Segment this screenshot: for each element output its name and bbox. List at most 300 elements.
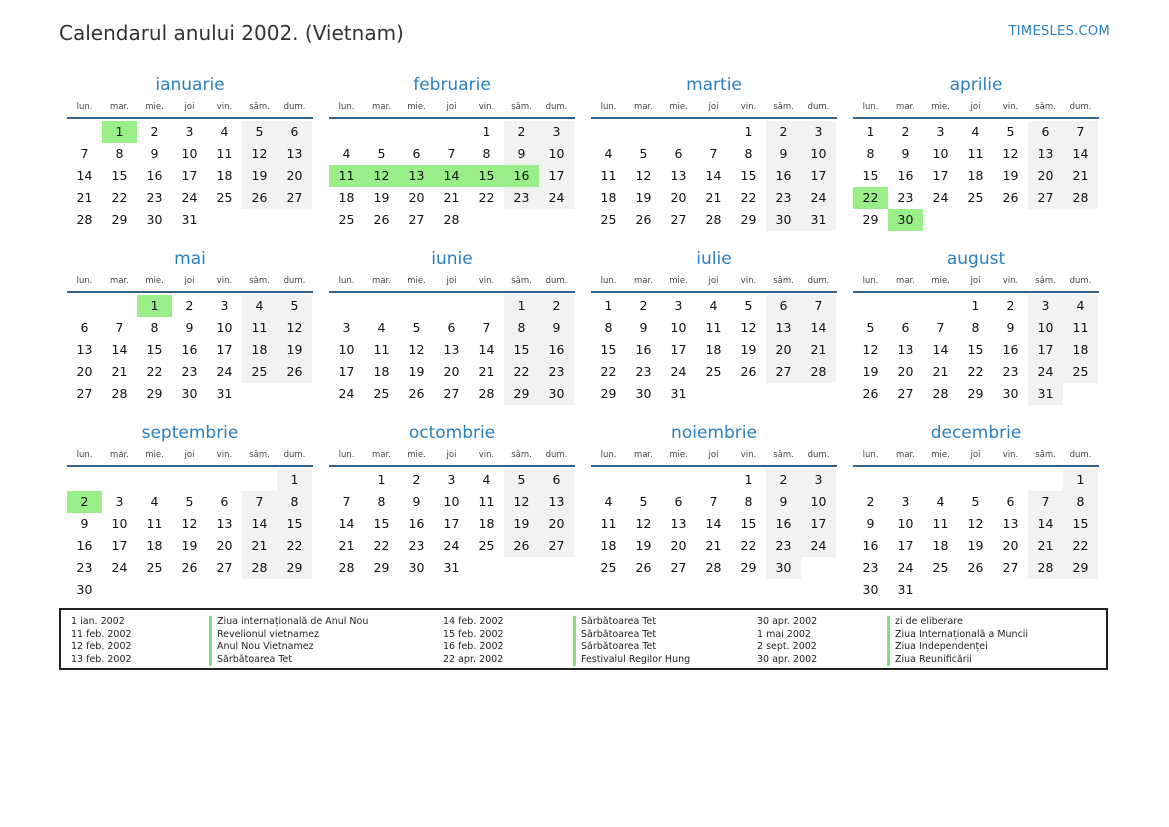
day-cell[interactable]: 8	[504, 317, 539, 339]
day-cell[interactable]: 3	[1028, 295, 1063, 317]
day-cell[interactable]: 21	[705, 190, 722, 205]
day-cell[interactable]: 26	[373, 212, 390, 227]
day-cell[interactable]: 27	[539, 535, 574, 557]
day-cell[interactable]: 3	[936, 124, 945, 139]
day-cell[interactable]: 1	[604, 298, 613, 313]
day-cell[interactable]: 20	[408, 190, 425, 205]
day-cell[interactable]: 21	[338, 538, 355, 553]
day-cell[interactable]: 4	[342, 146, 351, 161]
day-cell[interactable]: 20	[897, 364, 914, 379]
day-cell[interactable]: 15	[740, 516, 757, 531]
day-cell[interactable]: 5	[242, 121, 277, 143]
day-cell[interactable]: 23	[766, 187, 801, 209]
day-cell[interactable]: 25	[338, 212, 355, 227]
day-cell[interactable]: 23	[635, 364, 652, 379]
day-cell[interactable]: 29	[967, 386, 984, 401]
day-cell[interactable]: 8	[150, 320, 159, 335]
day-cell[interactable]: 6	[539, 469, 574, 491]
day-cell[interactable]: 3	[801, 121, 836, 143]
day-cell[interactable]: 18	[216, 168, 233, 183]
day-cell[interactable]: 26	[635, 560, 652, 575]
day-cell[interactable]: 19	[635, 538, 652, 553]
day-cell[interactable]: 7	[80, 146, 89, 161]
day-cell[interactable]: 18	[478, 516, 495, 531]
day-cell[interactable]: 9	[150, 146, 159, 161]
day-cell[interactable]: 19	[967, 538, 984, 553]
day-cell[interactable]: 27	[408, 212, 425, 227]
day-cell[interactable]: 28	[242, 557, 277, 579]
day-cell[interactable]: 29	[740, 560, 757, 575]
day-cell[interactable]: 26	[504, 535, 539, 557]
day-cell[interactable]: 29	[862, 212, 879, 227]
day-cell[interactable]: 17	[932, 168, 949, 183]
day-cell[interactable]: 24	[670, 364, 687, 379]
day-cell[interactable]: 21	[478, 364, 495, 379]
day-cell[interactable]: 29	[373, 560, 390, 575]
day-cell[interactable]: 27	[1002, 560, 1019, 575]
day-cell[interactable]: 9	[766, 491, 801, 513]
day-cell[interactable]: 22	[740, 190, 757, 205]
day-cell[interactable]: 18	[600, 190, 617, 205]
day-cell[interactable]: 1	[866, 124, 875, 139]
day-cell[interactable]: 8	[744, 494, 753, 509]
day-cell[interactable]: 25	[600, 560, 617, 575]
day-cell[interactable]: 1	[377, 472, 386, 487]
day-cell[interactable]: 4	[971, 124, 980, 139]
day-cell[interactable]: 27	[443, 386, 460, 401]
day-cell[interactable]: 11	[373, 342, 390, 357]
day-cell[interactable]: 2	[866, 494, 875, 509]
day-cell[interactable]: 20	[670, 190, 687, 205]
day-cell[interactable]: 10	[443, 494, 460, 509]
site-link[interactable]: TIMESLES.COM	[1008, 24, 1110, 39]
day-cell[interactable]: 26	[967, 560, 984, 575]
holiday-day-cell[interactable]: 1	[102, 121, 137, 143]
day-cell[interactable]: 8	[744, 146, 753, 161]
day-cell[interactable]: 7	[936, 320, 945, 335]
day-cell[interactable]: 14	[478, 342, 495, 357]
day-cell[interactable]: 7	[447, 146, 456, 161]
day-cell[interactable]: 23	[146, 190, 163, 205]
day-cell[interactable]: 14	[1063, 143, 1098, 165]
day-cell[interactable]: 31	[897, 582, 914, 597]
day-cell[interactable]: 19	[181, 538, 198, 553]
day-cell[interactable]: 23	[181, 364, 198, 379]
day-cell[interactable]: 4	[220, 124, 229, 139]
day-cell[interactable]: 6	[901, 320, 910, 335]
day-cell[interactable]: 27	[1028, 187, 1063, 209]
day-cell[interactable]: 13	[539, 491, 574, 513]
day-cell[interactable]: 9	[412, 494, 421, 509]
day-cell[interactable]: 18	[146, 538, 163, 553]
day-cell[interactable]: 7	[342, 494, 351, 509]
holiday-day-cell[interactable]: 2	[67, 491, 102, 513]
day-cell[interactable]: 2	[150, 124, 159, 139]
day-cell[interactable]: 27	[76, 386, 93, 401]
day-cell[interactable]: 22	[111, 190, 128, 205]
day-cell[interactable]: 30	[766, 209, 801, 231]
holiday-day-cell[interactable]: 15	[469, 165, 504, 187]
day-cell[interactable]: 17	[801, 165, 836, 187]
day-cell[interactable]: 9	[639, 320, 648, 335]
day-cell[interactable]: 3	[185, 124, 194, 139]
day-cell[interactable]: 4	[604, 146, 613, 161]
day-cell[interactable]: 28	[76, 212, 93, 227]
day-cell[interactable]: 30	[539, 383, 574, 405]
day-cell[interactable]: 21	[932, 364, 949, 379]
day-cell[interactable]: 11	[705, 320, 722, 335]
day-cell[interactable]: 12	[277, 317, 312, 339]
day-cell[interactable]: 12	[242, 143, 277, 165]
day-cell[interactable]: 17	[539, 165, 574, 187]
day-cell[interactable]: 20	[277, 165, 312, 187]
day-cell[interactable]: 18	[705, 342, 722, 357]
day-cell[interactable]: 25	[373, 386, 390, 401]
day-cell[interactable]: 1	[1063, 469, 1098, 491]
day-cell[interactable]: 18	[1063, 339, 1098, 361]
day-cell[interactable]: 3	[220, 298, 229, 313]
day-cell[interactable]: 5	[639, 494, 648, 509]
day-cell[interactable]: 7	[1028, 491, 1063, 513]
day-cell[interactable]: 16	[766, 513, 801, 535]
day-cell[interactable]: 11	[1063, 317, 1098, 339]
day-cell[interactable]: 5	[412, 320, 421, 335]
day-cell[interactable]: 10	[897, 516, 914, 531]
day-cell[interactable]: 20	[1028, 165, 1063, 187]
day-cell[interactable]: 2	[185, 298, 194, 313]
day-cell[interactable]: 4	[482, 472, 491, 487]
day-cell[interactable]: 1	[482, 124, 491, 139]
day-cell[interactable]: 12	[635, 168, 652, 183]
day-cell[interactable]: 18	[600, 538, 617, 553]
day-cell[interactable]: 23	[766, 535, 801, 557]
day-cell[interactable]: 1	[971, 298, 980, 313]
day-cell[interactable]: 9	[80, 516, 89, 531]
day-cell[interactable]: 31	[216, 386, 233, 401]
day-cell[interactable]: 17	[801, 513, 836, 535]
day-cell[interactable]: 18	[932, 538, 949, 553]
day-cell[interactable]: 16	[408, 516, 425, 531]
holiday-day-cell[interactable]: 11	[329, 165, 364, 187]
day-cell[interactable]: 19	[242, 165, 277, 187]
day-cell[interactable]: 14	[705, 516, 722, 531]
day-cell[interactable]: 11	[216, 146, 233, 161]
day-cell[interactable]: 17	[1028, 339, 1063, 361]
day-cell[interactable]: 9	[901, 146, 910, 161]
day-cell[interactable]: 3	[342, 320, 351, 335]
day-cell[interactable]: 27	[766, 361, 801, 383]
holiday-day-cell[interactable]: 16	[504, 165, 539, 187]
day-cell[interactable]: 9	[866, 516, 875, 531]
day-cell[interactable]: 6	[80, 320, 89, 335]
day-cell[interactable]: 21	[801, 339, 836, 361]
day-cell[interactable]: 5	[185, 494, 194, 509]
day-cell[interactable]: 18	[373, 364, 390, 379]
day-cell[interactable]: 13	[670, 168, 687, 183]
day-cell[interactable]: 7	[709, 494, 718, 509]
day-cell[interactable]: 5	[504, 469, 539, 491]
day-cell[interactable]: 21	[1028, 535, 1063, 557]
day-cell[interactable]: 17	[111, 538, 128, 553]
day-cell[interactable]: 7	[115, 320, 124, 335]
day-cell[interactable]: 26	[181, 560, 198, 575]
day-cell[interactable]: 24	[338, 386, 355, 401]
day-cell[interactable]: 22	[600, 364, 617, 379]
day-cell[interactable]: 13	[76, 342, 93, 357]
day-cell[interactable]: 4	[1063, 295, 1098, 317]
day-cell[interactable]: 19	[408, 364, 425, 379]
day-cell[interactable]: 6	[766, 295, 801, 317]
day-cell[interactable]: 1	[744, 472, 753, 487]
day-cell[interactable]: 1	[744, 124, 753, 139]
day-cell[interactable]: 6	[1006, 494, 1015, 509]
day-cell[interactable]: 25	[705, 364, 722, 379]
day-cell[interactable]: 25	[242, 361, 277, 383]
day-cell[interactable]: 5	[377, 146, 386, 161]
day-cell[interactable]: 9	[766, 143, 801, 165]
day-cell[interactable]: 6	[674, 494, 683, 509]
day-cell[interactable]: 22	[1063, 535, 1098, 557]
day-cell[interactable]: 4	[377, 320, 386, 335]
day-cell[interactable]: 4	[709, 298, 718, 313]
day-cell[interactable]: 20	[1002, 538, 1019, 553]
day-cell[interactable]: 8	[971, 320, 980, 335]
day-cell[interactable]: 11	[478, 494, 495, 509]
day-cell[interactable]: 14	[1028, 513, 1063, 535]
day-cell[interactable]: 14	[932, 342, 949, 357]
day-cell[interactable]: 7	[709, 146, 718, 161]
day-cell[interactable]: 2	[639, 298, 648, 313]
day-cell[interactable]: 22	[967, 364, 984, 379]
day-cell[interactable]: 8	[482, 146, 491, 161]
day-cell[interactable]: 2	[1006, 298, 1015, 313]
day-cell[interactable]: 14	[242, 513, 277, 535]
day-cell[interactable]: 24	[801, 187, 836, 209]
day-cell[interactable]: 4	[604, 494, 613, 509]
day-cell[interactable]: 17	[443, 516, 460, 531]
day-cell[interactable]: 3	[447, 472, 456, 487]
day-cell[interactable]: 10	[801, 143, 836, 165]
day-cell[interactable]: 19	[277, 339, 312, 361]
day-cell[interactable]: 29	[600, 386, 617, 401]
day-cell[interactable]: 6	[1028, 121, 1063, 143]
day-cell[interactable]: 26	[1002, 190, 1019, 205]
day-cell[interactable]: 24	[1028, 361, 1063, 383]
day-cell[interactable]: 22	[277, 535, 312, 557]
day-cell[interactable]: 16	[539, 339, 574, 361]
day-cell[interactable]: 17	[338, 364, 355, 379]
day-cell[interactable]: 30	[408, 560, 425, 575]
day-cell[interactable]: 14	[111, 342, 128, 357]
day-cell[interactable]: 23	[408, 538, 425, 553]
day-cell[interactable]: 22	[373, 538, 390, 553]
day-cell[interactable]: 26	[242, 187, 277, 209]
day-cell[interactable]: 20	[443, 364, 460, 379]
day-cell[interactable]: 15	[967, 342, 984, 357]
day-cell[interactable]: 16	[635, 342, 652, 357]
day-cell[interactable]: 4	[150, 494, 159, 509]
holiday-day-cell[interactable]: 1	[137, 295, 172, 317]
day-cell[interactable]: 10	[111, 516, 128, 531]
day-cell[interactable]: 14	[705, 168, 722, 183]
day-cell[interactable]: 17	[897, 538, 914, 553]
day-cell[interactable]: 31	[1028, 383, 1063, 405]
day-cell[interactable]: 7	[801, 295, 836, 317]
day-cell[interactable]: 14	[801, 317, 836, 339]
day-cell[interactable]: 9	[185, 320, 194, 335]
day-cell[interactable]: 19	[635, 190, 652, 205]
day-cell[interactable]: 26	[862, 386, 879, 401]
day-cell[interactable]: 21	[242, 535, 277, 557]
day-cell[interactable]: 3	[674, 298, 683, 313]
day-cell[interactable]: 28	[1063, 187, 1098, 209]
day-cell[interactable]: 6	[674, 146, 683, 161]
day-cell[interactable]: 23	[862, 560, 879, 575]
day-cell[interactable]: 21	[1063, 165, 1098, 187]
day-cell[interactable]: 26	[635, 212, 652, 227]
day-cell[interactable]: 16	[76, 538, 93, 553]
day-cell[interactable]: 12	[504, 491, 539, 513]
day-cell[interactable]: 27	[897, 386, 914, 401]
day-cell[interactable]: 30	[181, 386, 198, 401]
day-cell[interactable]: 18	[242, 339, 277, 361]
day-cell[interactable]: 2	[766, 121, 801, 143]
day-cell[interactable]: 15	[146, 342, 163, 357]
day-cell[interactable]: 20	[670, 538, 687, 553]
day-cell[interactable]: 23	[897, 190, 914, 205]
day-cell[interactable]: 4	[242, 295, 277, 317]
day-cell[interactable]: 11	[146, 516, 163, 531]
day-cell[interactable]: 11	[600, 168, 617, 183]
day-cell[interactable]: 27	[277, 187, 312, 209]
day-cell[interactable]: 11	[967, 146, 984, 161]
day-cell[interactable]: 7	[1063, 121, 1098, 143]
day-cell[interactable]: 21	[111, 364, 128, 379]
day-cell[interactable]: 25	[478, 538, 495, 553]
day-cell[interactable]: 8	[1063, 491, 1098, 513]
day-cell[interactable]: 20	[539, 513, 574, 535]
day-cell[interactable]: 28	[705, 560, 722, 575]
day-cell[interactable]: 8	[115, 146, 124, 161]
day-cell[interactable]: 16	[146, 168, 163, 183]
day-cell[interactable]: 23	[504, 187, 539, 209]
day-cell[interactable]: 29	[277, 557, 312, 579]
day-cell[interactable]: 15	[740, 168, 757, 183]
day-cell[interactable]: 14	[338, 516, 355, 531]
day-cell[interactable]: 11	[600, 516, 617, 531]
day-cell[interactable]: 8	[277, 491, 312, 513]
day-cell[interactable]: 3	[539, 121, 574, 143]
day-cell[interactable]: 28	[338, 560, 355, 575]
day-cell[interactable]: 30	[1002, 386, 1019, 401]
day-cell[interactable]: 13	[766, 317, 801, 339]
day-cell[interactable]: 8	[866, 146, 875, 161]
day-cell[interactable]: 30	[862, 582, 879, 597]
holiday-day-cell[interactable]: 30	[888, 209, 923, 231]
day-cell[interactable]: 17	[670, 342, 687, 357]
day-cell[interactable]: 16	[181, 342, 198, 357]
day-cell[interactable]: 29	[740, 212, 757, 227]
day-cell[interactable]: 12	[740, 320, 757, 335]
day-cell[interactable]: 6	[447, 320, 456, 335]
day-cell[interactable]: 26	[408, 386, 425, 401]
day-cell[interactable]: 5	[866, 320, 875, 335]
day-cell[interactable]: 2	[504, 121, 539, 143]
day-cell[interactable]: 8	[377, 494, 386, 509]
day-cell[interactable]: 26	[740, 364, 757, 379]
day-cell[interactable]: 7	[242, 491, 277, 513]
day-cell[interactable]: 13	[443, 342, 460, 357]
day-cell[interactable]: 2	[766, 469, 801, 491]
day-cell[interactable]: 10	[539, 143, 574, 165]
day-cell[interactable]: 3	[901, 494, 910, 509]
day-cell[interactable]: 27	[670, 560, 687, 575]
day-cell[interactable]: 19	[373, 190, 390, 205]
day-cell[interactable]: 13	[670, 516, 687, 531]
day-cell[interactable]: 16	[862, 538, 879, 553]
day-cell[interactable]: 12	[1002, 146, 1019, 161]
day-cell[interactable]: 21	[443, 190, 460, 205]
day-cell[interactable]: 7	[482, 320, 491, 335]
day-cell[interactable]: 25	[932, 560, 949, 575]
day-cell[interactable]: 15	[600, 342, 617, 357]
day-cell[interactable]: 24	[539, 187, 574, 209]
holiday-day-cell[interactable]: 14	[434, 165, 469, 187]
day-cell[interactable]: 12	[181, 516, 198, 531]
day-cell[interactable]: 25	[216, 190, 233, 205]
day-cell[interactable]: 22	[146, 364, 163, 379]
day-cell[interactable]: 15	[504, 339, 539, 361]
day-cell[interactable]: 22	[740, 538, 757, 553]
day-cell[interactable]: 12	[967, 516, 984, 531]
day-cell[interactable]: 10	[338, 342, 355, 357]
day-cell[interactable]: 13	[1002, 516, 1019, 531]
day-cell[interactable]: 10	[181, 146, 198, 161]
day-cell[interactable]: 25	[146, 560, 163, 575]
day-cell[interactable]: 2	[539, 295, 574, 317]
day-cell[interactable]: 16	[766, 165, 801, 187]
day-cell[interactable]: 24	[801, 535, 836, 557]
day-cell[interactable]: 23	[76, 560, 93, 575]
day-cell[interactable]: 10	[670, 320, 687, 335]
day-cell[interactable]: 22	[504, 361, 539, 383]
day-cell[interactable]: 25	[967, 190, 984, 205]
day-cell[interactable]: 1	[277, 469, 312, 491]
day-cell[interactable]: 24	[216, 364, 233, 379]
day-cell[interactable]: 6	[277, 121, 312, 143]
day-cell[interactable]: 20	[766, 339, 801, 361]
day-cell[interactable]: 28	[1028, 557, 1063, 579]
day-cell[interactable]: 29	[111, 212, 128, 227]
day-cell[interactable]: 27	[670, 212, 687, 227]
day-cell[interactable]: 30	[635, 386, 652, 401]
day-cell[interactable]: 24	[932, 190, 949, 205]
day-cell[interactable]: 23	[1002, 364, 1019, 379]
day-cell[interactable]: 14	[76, 168, 93, 183]
day-cell[interactable]: 25	[600, 212, 617, 227]
day-cell[interactable]: 13	[1028, 143, 1063, 165]
holiday-day-cell[interactable]: 13	[399, 165, 434, 187]
day-cell[interactable]: 28	[478, 386, 495, 401]
day-cell[interactable]: 19	[862, 364, 879, 379]
holiday-day-cell[interactable]: 12	[364, 165, 399, 187]
day-cell[interactable]: 6	[220, 494, 229, 509]
day-cell[interactable]: 27	[216, 560, 233, 575]
day-cell[interactable]: 2	[412, 472, 421, 487]
day-cell[interactable]: 8	[604, 320, 613, 335]
day-cell[interactable]: 21	[705, 538, 722, 553]
day-cell[interactable]: 9	[1006, 320, 1015, 335]
